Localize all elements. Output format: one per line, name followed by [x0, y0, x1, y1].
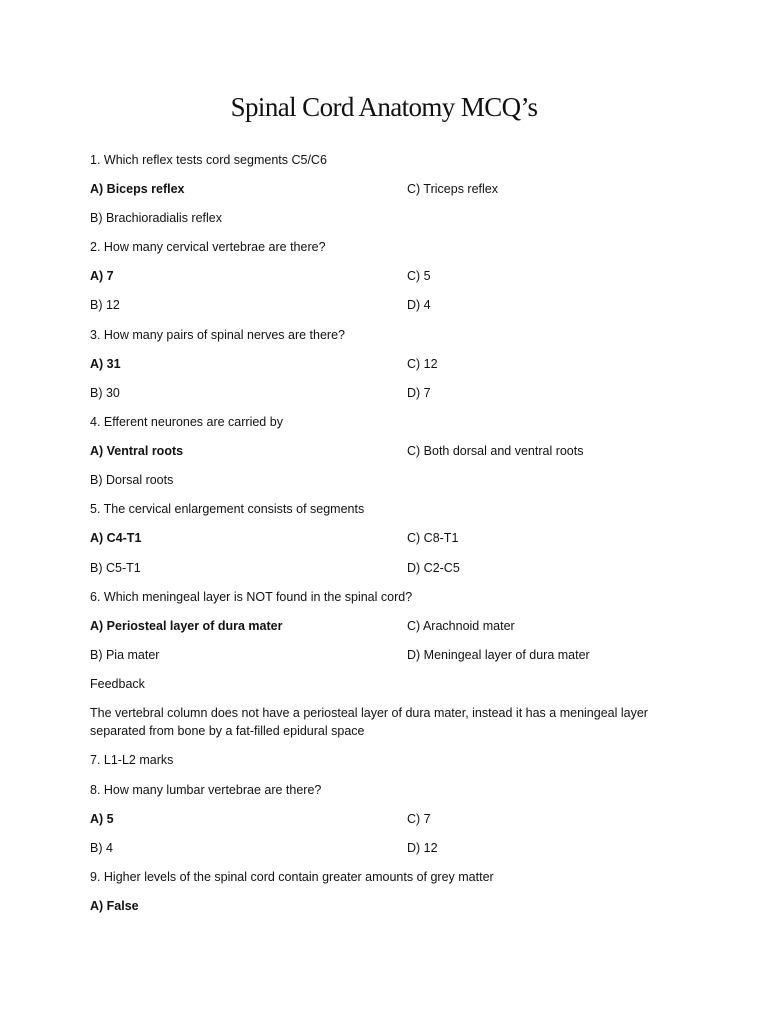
question-5-option-c: C) C8-T1 — [407, 531, 459, 545]
question-8-text: 8. How many lumbar vertebrae are there? — [90, 783, 322, 797]
question-3-option-d: D) 7 — [407, 386, 431, 400]
question-7-text: 7. L1-L2 marks — [90, 753, 174, 767]
question-2-option-d: D) 4 — [407, 298, 431, 312]
question-2-option-a: A) 7 — [90, 269, 114, 283]
question-8-option-b: B) 4 — [90, 841, 113, 855]
question-6-option-a: A) Periosteal layer of dura mater — [90, 619, 283, 633]
question-1-option-b: B) Brachioradialis reflex — [90, 211, 222, 225]
feedback-text: The vertebral column does not have a periosteal layer of dura mater, instead it has a meningeal layer separated from bone by a fat-filled epidural space — [90, 706, 648, 738]
question-3-option-a: A) 31 — [90, 357, 121, 371]
question-1-option-c: C) Triceps reflex — [407, 182, 498, 196]
question-3-option-b: B) 30 — [90, 386, 120, 400]
question-1-option-a: A) Biceps reflex — [90, 182, 185, 196]
question-5-option-a: A) C4-T1 — [90, 531, 142, 545]
question-9-option-a: A) False — [90, 899, 139, 913]
question-3-option-c: C) 12 — [407, 357, 438, 371]
question-8-option-d: D) 12 — [407, 841, 438, 855]
question-3-text: 3. How many pairs of spinal nerves are there? — [90, 328, 345, 342]
question-8-option-c: C) 7 — [407, 812, 431, 826]
question-4-option-a: A) Ventral roots — [90, 444, 184, 458]
question-8-option-a: A) 5 — [90, 812, 114, 826]
question-6-option-c: C) Arachnoid mater — [407, 619, 515, 633]
question-6-text: 6. Which meningeal layer is NOT found in the spinal cord? — [90, 590, 413, 604]
feedback-label: Feedback — [90, 677, 145, 691]
question-2-option-c: C) 5 — [407, 269, 431, 283]
question-4-option-b: B) Dorsal roots — [90, 473, 174, 487]
question-2-option-b: B) 12 — [90, 298, 120, 312]
question-5-text: 5. The cervical enlargement consists of segments — [90, 502, 365, 516]
question-6-option-d: D) Meningeal layer of dura mater — [407, 648, 590, 662]
question-4-text: 4. Efferent neurones are carried by — [90, 415, 283, 429]
question-4-option-c: C) Both dorsal and ventral roots — [407, 444, 584, 458]
question-1-text: 1. Which reflex tests cord segments C5/C6 — [90, 153, 327, 167]
document-title: Spinal Cord Anatomy MCQ’s — [230, 92, 538, 122]
question-2-text: 2. How many cervical vertebrae are there? — [90, 240, 326, 254]
question-5-option-d: D) C2-C5 — [407, 561, 460, 575]
question-5-option-b: B) C5-T1 — [90, 561, 141, 575]
question-9-text: 9. Higher levels of the spinal cord contain greater amounts of grey matter — [90, 870, 494, 884]
question-6-option-b: B) Pia mater — [90, 648, 160, 662]
